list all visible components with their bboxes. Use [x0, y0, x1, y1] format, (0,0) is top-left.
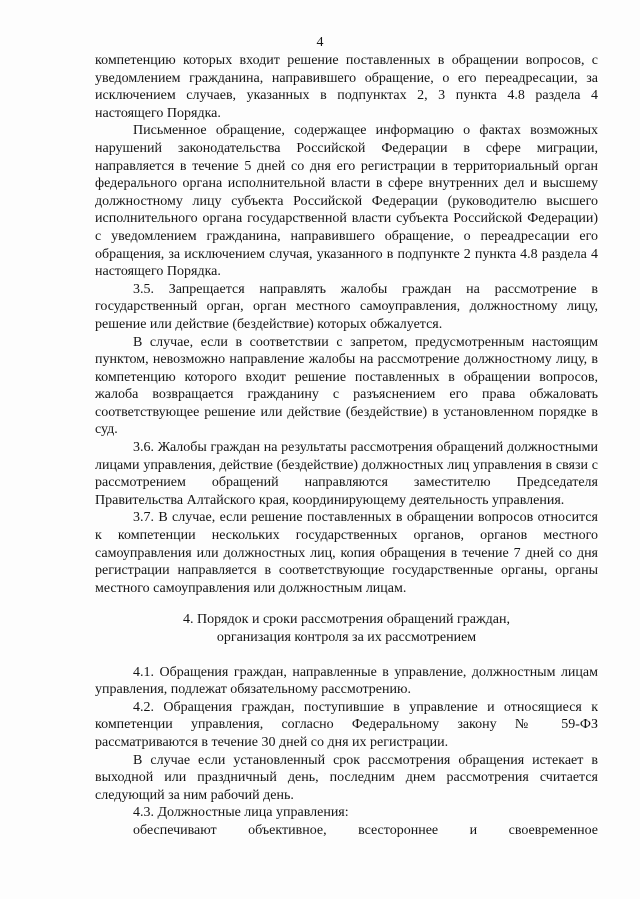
- paragraph-3-7: 3.7. В случае, если решение поставленных в обращении вопросов относится к компетенции нескольких государственных органов, органов местного самоуправления или должностных лиц, копия обращения в течение 7 дней со дня регистрации направляется в соответствующие государственные органы, органы местного самоуправления или должностным лицам.: [95, 510, 598, 596]
- document-body: [95, 52, 598, 840]
- paragraph-3-6: 3.6. Жалобы граждан на результаты рассмотрения обращений должностными лицами управления, действие (бездействие) должностных лиц управления в связи с рассмотрением обращений направляются заместителю Председателя Правительства Алтайского края, координирующему деятельность управления.: [95, 440, 598, 508]
- paragraph-3-5: 3.5. Запрещается направлять жалобы граждан на рассмотрение в государственный орган, орган местного самоуправления, должностному лицу, решение или действие (бездействие) которых обжалуется.: [95, 281, 598, 332]
- section-heading-line-1: 4. Порядок и сроки рассмотрения обращений граждан,: [183, 612, 510, 628]
- paragraph-continuation: компетенцию которых входит решение поставленных в обращении вопросов, с уведомлением гражданина, направившего обращение, о его переадресации, за исключением случаев, указанных в подпунктах 2, 3 пункта 4.8 раздела 4 настоящего Порядка.: [95, 53, 598, 121]
- section-heading-line-2: организация контроля за их рассмотрением: [216, 630, 477, 645]
- paragraph-4-2: 4.2. Обращения граждан, поступившие в управление и относящиеся к компетенции управления, согласно Федеральному закону № 59-ФЗ рассматриваются в течение 30 дней со дня их регистрации.: [95, 699, 598, 750]
- paragraph-migration: Письменное обращение, содержащее информацию о фактах возможных нарушений законодательства Российской Федерации в сфере миграции, направляется в течение 5 дней со дня его регистрации в территориальный орган федерального органа исполнительной власти в сфере внутренних дел и высшему должностному лицу субъекта Российской Федерации (руководителю высшего исполнительного органа государственной власти субъекта Российской Федерации) с уведомлением гражданина, направившего обращение, о переадресации его обращения, за исключением случая, указанного в подпункте 2 пункта 4.8 раздела 4 настоящего Порядка.: [95, 123, 598, 280]
- paragraph-3-5-exception: В случае, если в соответствии с запретом, предусмотренным настоящим пунктом, невозможно направление жалобы на рассмотрение должностному лицу, в компетенцию которого входит решение поставленных в обращении вопросов, жалоба возвращается гражданину с разъяснением его права обжаловать соответствующее решение или действие (бездействие) в установленном порядке в суд.: [95, 334, 598, 438]
- paragraph-4-3-duties: обеспечивают объективное, всестороннее и своевременное: [133, 822, 598, 838]
- paragraph-4-2-holiday: В случае если установленный срок рассмотрения обращения истекает в выходной или праздничный день, последним днем рассмотрения считается следующий за ним рабочий день.: [95, 752, 598, 803]
- page-number: 4: [316, 35, 324, 50]
- paragraph-4-1: 4.1. Обращения граждан, направленные в управление, должностным лицам управления, подлежат обязательному рассмотрению.: [95, 664, 598, 698]
- section-heading: [95, 611, 598, 646]
- paragraph-4-3: 4.3. Должностные лица управления:: [133, 805, 349, 821]
